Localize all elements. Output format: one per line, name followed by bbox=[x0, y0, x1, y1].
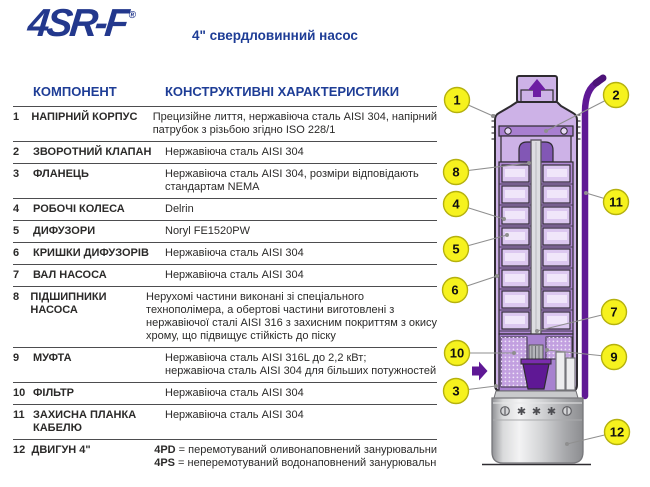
table-row bbox=[13, 404, 437, 439]
svg-text:8: 8 bbox=[452, 164, 460, 180]
row-number: 12 bbox=[13, 443, 26, 456]
component-characteristics: Нержавіюча сталь AISI 304 bbox=[165, 386, 304, 399]
pump-shaft bbox=[531, 140, 541, 345]
svg-text:11: 11 bbox=[609, 194, 623, 210]
table-row bbox=[13, 382, 437, 404]
cable-conduit bbox=[566, 358, 575, 390]
table-row bbox=[13, 163, 437, 198]
svg-text:3: 3 bbox=[452, 383, 460, 399]
svg-text:4: 4 bbox=[452, 196, 460, 212]
power-cable bbox=[585, 78, 603, 396]
table-row bbox=[13, 198, 437, 220]
component-characteristics: Noryl FE1520PW bbox=[165, 224, 250, 237]
component-name: РОБОЧІ КОЛЕСА bbox=[33, 202, 125, 215]
column-header-component: КОМПОНЕНТ bbox=[33, 84, 117, 99]
callout-6 bbox=[443, 274, 500, 303]
row-number: 4 bbox=[13, 202, 20, 215]
table-row bbox=[13, 242, 437, 264]
svg-text:7: 7 bbox=[610, 304, 618, 320]
row-number: 3 bbox=[13, 167, 20, 180]
header-spacer bbox=[13, 84, 33, 99]
component-characteristics: Нерухомі частини виконані зі спеціального технополімера, а обертові частини виготовлені з нержавіючої сталі AISI 316 з захисним покриттям з окису хрому, що підвищує стійкість до піску bbox=[146, 290, 437, 342]
row-number: 11 bbox=[13, 408, 25, 421]
component-characteristics: 4PD = перемотуваний оливонаповнений занурювальни 4PS = неперемотуваний водонаповнений занурювальн bbox=[154, 443, 437, 469]
spec-table bbox=[13, 84, 437, 474]
component-name: ФЛАНЕЦЬ bbox=[33, 167, 89, 180]
registered-trademark-icon: ® bbox=[128, 10, 137, 21]
table-row bbox=[13, 264, 437, 286]
component-characteristics: Нержавіюча сталь AISI 304, розміри відповідають стандартам NEMA bbox=[165, 167, 419, 193]
component-characteristics: Delrin bbox=[165, 202, 194, 215]
callout-3 bbox=[444, 379, 499, 404]
component-characteristics: Нержавіюча сталь AISI 304 bbox=[165, 145, 304, 158]
svg-text:12: 12 bbox=[609, 424, 625, 440]
callout-11 bbox=[584, 190, 629, 215]
table-row bbox=[13, 347, 437, 382]
table-row bbox=[13, 141, 437, 163]
row-number: 1 bbox=[13, 110, 20, 123]
spec-table-header bbox=[13, 84, 437, 106]
product-tagline: 4" свердловинний насос bbox=[192, 28, 358, 43]
bolt-icon bbox=[505, 128, 511, 134]
component-characteristics: Нержавіюча сталь AISI 316L до 2,2 кВт; нержавіюча сталь AISI 304 для більших потужностей bbox=[165, 351, 437, 377]
pump-motor bbox=[482, 391, 591, 465]
svg-text:6: 6 bbox=[451, 282, 459, 298]
row-number: 9 bbox=[13, 351, 20, 364]
row-number: 10 bbox=[13, 386, 26, 399]
component-name: ЗАХИСНА ПЛАНКА КАБЕЛЮ bbox=[33, 408, 137, 434]
component-name: ЗВОРОТНИЙ КЛАПАН bbox=[33, 145, 152, 158]
table-row bbox=[13, 286, 437, 347]
bolt-icon bbox=[561, 128, 567, 134]
svg-text:10: 10 bbox=[449, 345, 465, 361]
table-row bbox=[13, 439, 437, 474]
cable-conduit bbox=[556, 352, 565, 390]
row-number: 7 bbox=[13, 268, 20, 281]
row-number: 5 bbox=[13, 224, 20, 237]
table-row bbox=[13, 106, 437, 141]
component-characteristics: Прецизійне лиття, нержавіюча сталь AISI 304, напірний патрубок з різьбою згідно ISO 228/1 bbox=[152, 110, 437, 136]
component-name: ФІЛЬТР bbox=[33, 386, 75, 399]
svg-text:5: 5 bbox=[452, 241, 460, 257]
seal-plate bbox=[499, 126, 573, 136]
component-characteristics: Нержавіюча сталь AISI 304 bbox=[165, 246, 304, 259]
filter-section bbox=[499, 334, 575, 391]
row-number: 6 bbox=[13, 246, 20, 259]
svg-text:9: 9 bbox=[610, 349, 618, 365]
callout-1 bbox=[445, 88, 496, 119]
row-number: 2 bbox=[13, 145, 20, 158]
component-name: ДИФУЗОРИ bbox=[33, 224, 96, 237]
svg-text:2: 2 bbox=[612, 87, 620, 103]
component-name: ДВИГУН 4" bbox=[31, 443, 91, 456]
component-name: КРИШКИ ДИФУЗОРІВ bbox=[33, 246, 149, 259]
spec-table-body bbox=[13, 106, 437, 474]
component-name: ПІДШИПНИКИ НАСОСА bbox=[30, 290, 107, 316]
column-header-characteristics: КОНСТРУКТИВНІ ХАРАКТЕРИСТИКИ bbox=[165, 84, 400, 99]
pump-diagram bbox=[420, 57, 650, 487]
component-characteristics: Нержавіюча сталь AISI 304 bbox=[165, 268, 304, 281]
brand-logo-text: 4SR-F bbox=[25, 2, 128, 45]
svg-text:1: 1 bbox=[453, 92, 461, 108]
component-name: МУФТА bbox=[33, 351, 72, 364]
brand-logo bbox=[26, 2, 138, 46]
row-number: 8 bbox=[13, 290, 20, 303]
component-characteristics: Нержавіюча сталь AISI 304 bbox=[165, 408, 304, 421]
inlet-arrow-icon bbox=[472, 362, 488, 381]
component-name: НАПІРНИЙ КОРПУС bbox=[31, 110, 138, 123]
component-name: ВАЛ НАСОСА bbox=[33, 268, 107, 281]
table-row bbox=[13, 220, 437, 242]
